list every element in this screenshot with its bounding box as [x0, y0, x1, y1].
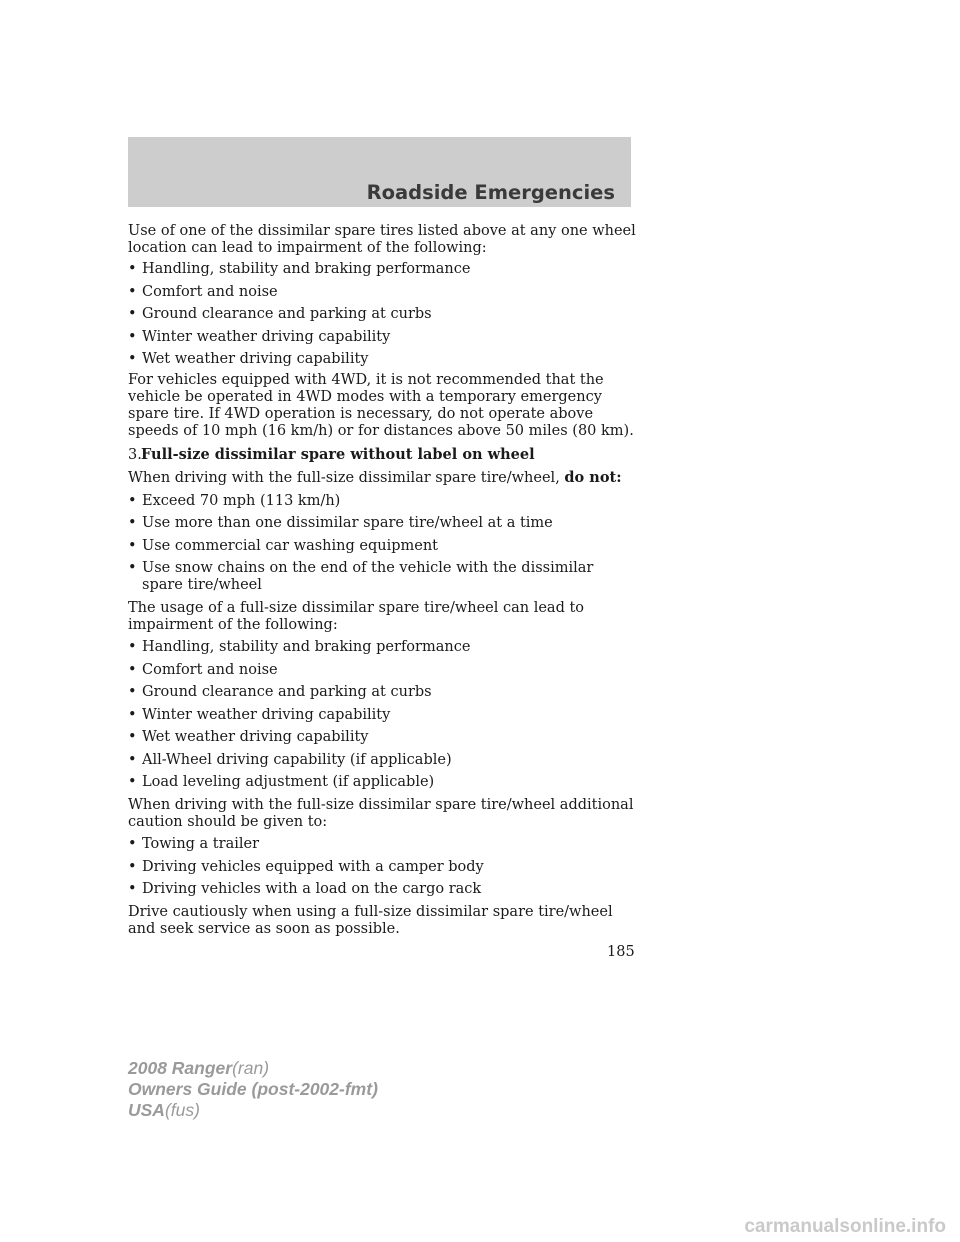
- bullet-icon: •: [128, 661, 137, 678]
- document-footer: [128, 1058, 378, 1121]
- list-item: • Load leveling adjustment (if applicable): [128, 774, 435, 790]
- bullet-icon: •: [128, 283, 137, 300]
- list-item: • Comfort and noise: [128, 661, 278, 678]
- list-item: • Driving vehicles with a load on the cargo rack: [128, 881, 482, 897]
- page-number: 185: [607, 944, 635, 960]
- section-header-title: Roadside Emergencies: [366, 181, 615, 204]
- bullet-icon: •: [128, 492, 137, 509]
- four-wd-paragraph: For vehicles equipped with 4WD, it is not recommended that the vehicle be operated in 4WD modes with a temporary emergency spare tire. If 4WD operation is necessary, do not operate above speeds of 10 mph (16 km/h) or for distances above 50 miles (80 km).: [128, 372, 634, 439]
- list-item: • Winter weather driving capability: [128, 706, 391, 723]
- impairment-list-temporary: [128, 261, 638, 368]
- list-item: • Handling, stability and braking performance: [128, 261, 471, 277]
- list-item: • Winter weather driving capability: [128, 328, 391, 345]
- driving-intro-paragraph: When driving with the full-size dissimilar spare tire/wheel, do not:: [128, 469, 622, 486]
- list-item: • Ground clearance and parking at curbs: [128, 306, 432, 322]
- list-item: • Use more than one dissimilar spare tire/wheel at a time: [128, 515, 553, 531]
- bullet-icon: •: [128, 729, 137, 745]
- bullet-icon: •: [128, 351, 137, 367]
- footer-line-market: USA(fus): [128, 1100, 200, 1120]
- list-item: • Towing a trailer: [128, 836, 259, 852]
- bullet-icon: •: [128, 858, 137, 875]
- footer-line-model: 2008 Ranger(ran): [128, 1058, 270, 1078]
- list-item: • Ground clearance and parking at curbs: [128, 684, 432, 700]
- bullet-icon: •: [128, 328, 137, 345]
- page-content: [128, 223, 638, 938]
- list-item: • Use commercial car washing equipment: [128, 537, 438, 554]
- section-number: 3.: [128, 446, 142, 463]
- bullet-icon: •: [128, 537, 137, 554]
- footer-line-guide: Owners Guide (post-2002-fmt): [128, 1079, 378, 1099]
- usage-paragraph: The usage of a full-size dissimilar spare tire/wheel can lead to impairment of the following:: [128, 599, 585, 633]
- closing-paragraph: Drive cautiously when using a full-size dissimilar spare tire/wheel and seek service as soon as possible.: [128, 903, 613, 937]
- section-3-heading: [128, 446, 638, 464]
- bullet-icon: •: [128, 684, 137, 700]
- list-item: • Comfort and noise: [128, 283, 278, 300]
- bullet-icon: •: [128, 774, 137, 790]
- list-item: • Driving vehicles equipped with a camper body: [128, 858, 484, 875]
- caution-list: [128, 836, 638, 898]
- header-band: [128, 137, 631, 207]
- caution-paragraph: When driving with the full-size dissimilar spare tire/wheel additional caution should be given to:: [128, 796, 634, 830]
- bullet-icon: •: [128, 881, 137, 897]
- list-item: • Exceed 70 mph (113 km/h): [128, 492, 341, 509]
- bullet-icon: •: [128, 261, 137, 277]
- impairment-list-full-size: [128, 639, 638, 791]
- bullet-icon: •: [128, 639, 137, 655]
- bullet-icon: •: [128, 836, 137, 852]
- bullet-icon: •: [128, 515, 137, 531]
- list-item: • Handling, stability and braking performance: [128, 639, 471, 655]
- list-item: • Use snow chains on the end of the vehicle with the dissimilar spare tire/wheel: [128, 560, 594, 593]
- site-watermark: carmanualsonline.info: [744, 1216, 946, 1237]
- bullet-icon: •: [128, 560, 137, 576]
- section-title: Full-size dissimilar spare without label on wheel: [141, 445, 535, 463]
- bullet-icon: •: [128, 306, 137, 322]
- bullet-icon: •: [128, 751, 137, 768]
- bullet-icon: •: [128, 706, 137, 723]
- list-item: • Wet weather driving capability: [128, 729, 369, 745]
- list-item: • All-Wheel driving capability (if applicable): [128, 751, 452, 768]
- do-not-list: [128, 493, 638, 595]
- intro-paragraph: Use of one of the dissimilar spare tires listed above at any one wheel location can lead to impairment of the following:: [128, 223, 636, 256]
- list-item: • Wet weather driving capability: [128, 351, 369, 367]
